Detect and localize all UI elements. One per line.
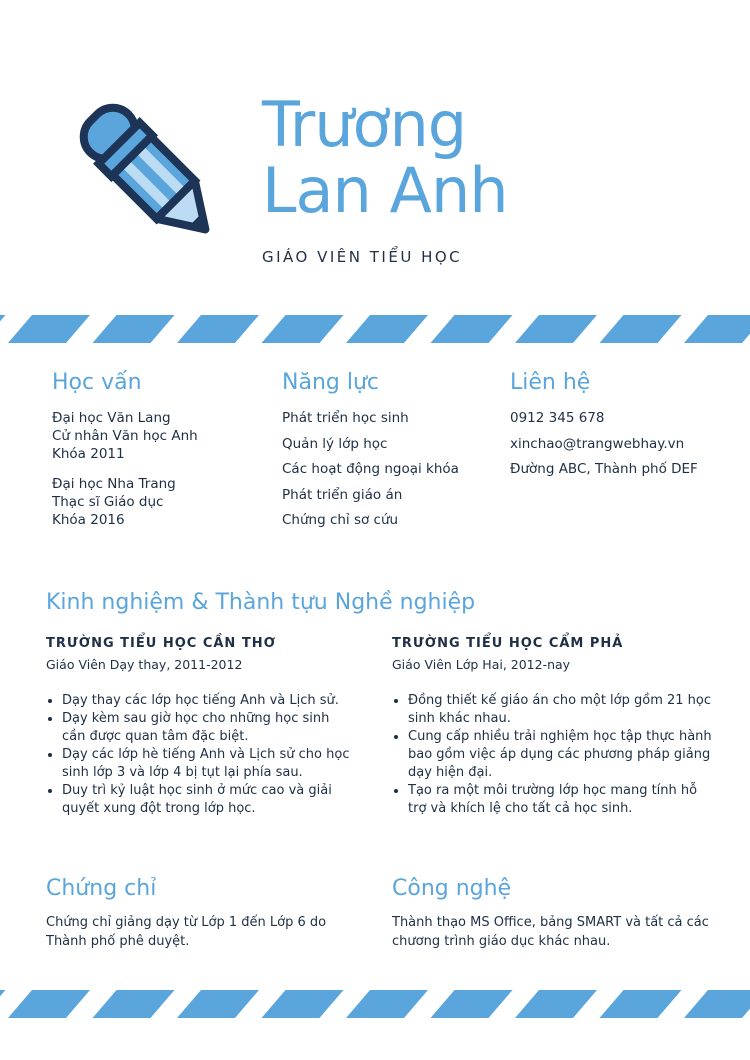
stripe-segment (8, 315, 90, 343)
stripe-segment (684, 990, 750, 1018)
candidate-role: GIÁO VIÊN TIỂU HỌC (262, 248, 463, 266)
stripe-segment (515, 990, 597, 1018)
stripe-segment (262, 315, 344, 343)
candidate-name (262, 88, 508, 227)
education-item (52, 409, 262, 463)
skill-item: Quản lý lớp học (282, 435, 388, 452)
job-bullets (392, 692, 712, 818)
contact-phone: 0912 345 678 (510, 410, 605, 426)
stripe-segment (600, 990, 682, 1018)
job-bullet: • Cung cấp nhiều trải nghiệm học tập thực hành bao gồm việc áp dụng các phương pháp giảng dạy hiện đại. (408, 728, 712, 782)
stripe-segment (600, 315, 682, 343)
technology-text: Thành thạo MS Office, bảng SMART và tất cả các chương trình giáo dục khác nhau. (392, 915, 709, 949)
skill-item: Phát triển học sinh (282, 410, 409, 426)
technology-section (392, 876, 722, 951)
contact-section (510, 370, 730, 486)
name-line-1: Trương (262, 88, 467, 161)
skill-item: Chứng chỉ sơ cứu (282, 512, 399, 528)
stripe-segment (0, 315, 6, 343)
education-school: Đại học Văn Lang (52, 410, 171, 426)
stripe-segment (346, 315, 428, 343)
job-bullet: • Đồng thiết kế giáo án cho một lớp gồm 21 học sinh khác nhau. (408, 692, 712, 728)
stripe-segment (177, 990, 259, 1018)
stripe-divider-bottom (0, 990, 750, 1018)
stripe-segment (0, 990, 6, 1018)
job-organization: TRƯỜNG TIỂU HỌC CẨM PHẢ (392, 636, 624, 651)
job-entry (392, 636, 712, 818)
job-position: Giáo Viên Lớp Hai, 2012-nay (392, 657, 571, 672)
contact-title: Liên hệ (510, 370, 591, 395)
education-degree: Thạc sĩ Giáo dục (52, 494, 164, 510)
education-section (52, 370, 262, 541)
job-entry (46, 636, 356, 818)
stripe-segment (93, 315, 175, 343)
stripe-segment (177, 315, 259, 343)
contact-email: xinchao@trangwebhay.vn (510, 435, 685, 452)
stripe-segment (515, 315, 597, 343)
job-bullet: • Duy trì kỷ luật học sinh ở mức cao và giải quyết xung đột trong lớp học. (62, 782, 356, 818)
education-title: Học vấn (52, 370, 142, 395)
stripe-segment (431, 990, 513, 1018)
pencil-icon (76, 100, 226, 250)
stripe-segment (262, 990, 344, 1018)
job-bullet: • Dạy kèm sau giờ học cho những học sinh cần được quan tâm đặc biệt. (62, 710, 356, 746)
stripe-segment (684, 315, 750, 343)
stripe-segment (346, 990, 428, 1018)
certificates-title: Chứng chỉ (46, 876, 157, 901)
education-school: Đại học Nha Trang (52, 476, 176, 492)
skills-title: Năng lực (282, 370, 379, 395)
education-degree: Cử nhân Văn học Anh (52, 428, 198, 444)
job-bullet: • Tạo ra một môi trường lớp học mang tính hỗ trợ và khích lệ cho tất cả học sinh. (408, 782, 712, 818)
skill-item: Các hoạt động ngoại khóa (282, 461, 459, 477)
job-bullet: • Dạy thay các lớp học tiếng Anh và Lịch sử. (62, 692, 356, 710)
technology-title: Công nghệ (392, 876, 512, 901)
skills-section (282, 370, 492, 537)
job-bullets (46, 692, 356, 818)
stripe-segment (431, 315, 513, 343)
resume-header (0, 0, 750, 300)
stripe-divider-top (0, 315, 750, 343)
education-year: Khóa 2016 (52, 512, 125, 528)
experience-title: Kinh nghiệm & Thành tựu Nghề nghiệp (46, 590, 476, 615)
job-position: Giáo Viên Dạy thay, 2011-2012 (46, 657, 243, 672)
education-item (52, 475, 262, 529)
job-organization: TRƯỜNG TIỂU HỌC CẦN THƠ (46, 636, 276, 651)
certificates-text: Chứng chỉ giảng dạy từ Lớp 1 đến Lớp 6 do Thành phố phê duyệt. (46, 915, 327, 949)
certificates-section (46, 876, 336, 951)
name-line-2: Lan Anh (262, 154, 508, 227)
stripe-segment (8, 990, 90, 1018)
education-year: Khóa 2011 (52, 446, 125, 462)
stripe-segment (93, 990, 175, 1018)
contact-address: Đường ABC, Thành phố DEF (510, 461, 698, 477)
skill-item: Phát triển giáo án (282, 486, 403, 503)
job-bullet: • Dạy các lớp hè tiếng Anh và Lịch sử cho học sinh lớp 3 và lớp 4 bị tụt lại phía sau. (62, 746, 356, 782)
